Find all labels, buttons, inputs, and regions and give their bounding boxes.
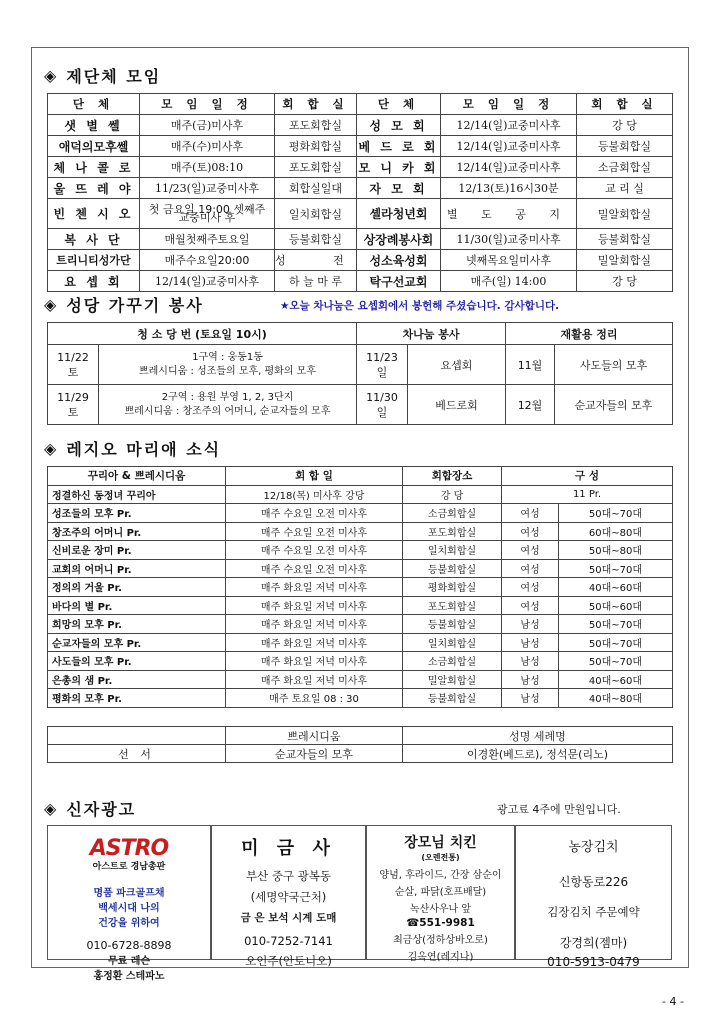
decor-title-text: 성당 가꾸기 봉사 — [66, 296, 204, 315]
groups-section-title — [44, 64, 161, 87]
group-name: 성 모 회 — [357, 115, 441, 136]
legio-title-text: 레지오 마리애 소식 — [66, 440, 222, 459]
cell-line: 토 — [67, 405, 79, 419]
group-schedule: 11/23(일)교중미사후 — [140, 178, 275, 199]
table-cell: 매주 화요일 저녁 미사후 — [226, 652, 403, 671]
decor-header-row — [48, 323, 673, 345]
group-schedule: 매월첫째주토요일 — [140, 229, 275, 250]
table-cell: 매주 화요일 저녁 미사후 — [226, 633, 403, 652]
ads-title-text: 신자광고 — [66, 800, 137, 819]
header-cell: 모 임 일 정 — [441, 94, 577, 115]
group-name: 트리니티성가단 — [48, 250, 140, 271]
group-room: 평화회합실 — [275, 136, 357, 157]
curia-composition: 11 Pr. — [502, 485, 673, 504]
group-schedule: 12/14(일)교중미사후 — [441, 136, 577, 157]
group-schedule: 매주(금)미사후 — [140, 115, 275, 136]
header-cell: 회합장소 — [403, 467, 502, 486]
cleaning-header: 청 소 당 번 (토요일 10시) — [48, 323, 357, 345]
cell-line: 쁘레시디움 : 창조주의 어머니, 순교자들의 모후 — [124, 405, 331, 417]
migeumsa-name: 미 금 사 — [241, 838, 336, 859]
table-cell: 남성 — [502, 615, 559, 634]
kimchi-owner: 강경희(젬마) — [559, 936, 628, 950]
migeumsa-owner: 오인주(안토니오) — [245, 954, 332, 968]
header-cell: 모 임 일 정 — [140, 94, 275, 115]
table-cell: 등불회합실 — [403, 559, 502, 578]
table-cell: 등불회합실 — [403, 689, 502, 708]
decor-notice: ★오늘 차나눔은 요셉회에서 봉헌해 주셨습니다. 감사합니다. — [280, 300, 560, 312]
table-row — [48, 136, 673, 157]
group-schedule: 매주(일) 14:00 — [441, 271, 577, 292]
clean-date — [48, 385, 99, 425]
table-cell: 50대~70대 — [559, 559, 673, 578]
table-row — [48, 157, 673, 178]
chicken-line: 녹산사우나 앞 — [409, 904, 472, 915]
table-cell: 정의의 거울 Pr. — [48, 578, 226, 597]
ad-kimchi — [515, 825, 672, 969]
astro-line: 건강을 위하여 — [98, 918, 160, 929]
group-name: 상장례봉사회 — [357, 229, 441, 250]
group-name: 샛 별 쎌 — [48, 115, 140, 136]
clean-assignment — [99, 345, 357, 385]
tea-header: 차나눔 봉사 — [357, 323, 506, 345]
header-cell: 회 합 실 — [275, 94, 357, 115]
groups-title-text: 제단체 모임 — [66, 67, 162, 86]
ad-chicken — [366, 825, 515, 963]
table-cell: 남성 — [502, 633, 559, 652]
table-row — [48, 115, 673, 136]
astro-owner: 홍정환 스테파노 — [93, 971, 165, 982]
table-cell: 희망의 모후 Pr. — [48, 615, 226, 634]
table-row — [48, 596, 673, 615]
group-room: 소금회합실 — [577, 157, 673, 178]
table-cell: 매주 토요일 08 : 30 — [226, 689, 403, 708]
group-name: 빈 첸 시 오 — [48, 199, 140, 229]
group-room: 회합실일대 — [275, 178, 357, 199]
cell-line: 일 — [376, 365, 388, 379]
oath-header-row — [48, 727, 673, 745]
header-cell: 회 합 실 — [577, 94, 673, 115]
group-room: 밀알회합실 — [577, 199, 673, 229]
tea-date — [357, 345, 408, 385]
table-cell: 성조들의 모후 Pr. — [48, 504, 226, 523]
table-cell: 40대~60대 — [559, 670, 673, 689]
cell-line: 11/23 — [366, 350, 398, 364]
table-cell: 여성 — [502, 596, 559, 615]
recycle-group: 순교자들의 모후 — [555, 385, 673, 425]
migeumsa-line: (세명약국근처) — [250, 890, 327, 904]
legio-section-title — [44, 437, 221, 460]
groups-table — [47, 93, 673, 292]
table-cell: 포도회합실 — [403, 522, 502, 541]
group-room: 하 늘 마 루 — [275, 271, 357, 292]
group-room: 포도회합실 — [275, 115, 357, 136]
oath-presidium: 순교자들의 모후 — [226, 745, 403, 763]
table-cell: 여성 — [502, 504, 559, 523]
group-schedule: 별 도 공 지 — [441, 199, 577, 229]
table-cell: 밀알회합실 — [403, 670, 502, 689]
group-name: 베 드 로 회 — [357, 136, 441, 157]
chicken-name: 장모님 치킨 — [404, 835, 477, 851]
table-cell: 50대~60대 — [559, 596, 673, 615]
decor-section-title — [44, 293, 204, 316]
tea-group: 베드로회 — [408, 385, 506, 425]
group-schedule: 12/14(일)교중미사후 — [441, 157, 577, 178]
tea-group: 요셉회 — [408, 345, 506, 385]
group-name: 체 나 콜 로 — [48, 157, 140, 178]
group-name: 자 모 회 — [357, 178, 441, 199]
oath-names: 이경환(베드로), 정석문(리노) — [403, 745, 673, 763]
table-cell: 여성 — [502, 541, 559, 560]
group-name: 애덕의모후쎌 — [48, 136, 140, 157]
group-schedule: 매주(수)미사후 — [140, 136, 275, 157]
table-cell: 여성 — [502, 559, 559, 578]
curia-name: 정결하신 동정녀 꾸리아 — [48, 485, 226, 504]
migeumsa-line: 부산 중구 광복동 — [245, 869, 332, 883]
group-schedule: 첫 금요일 19:00 셋째주 교중미사 후 — [140, 199, 275, 229]
curia-day: 12/18(목) 미사후 강당 — [226, 485, 403, 504]
recycle-header: 재활용 정리 — [506, 323, 673, 345]
oath-table — [47, 726, 673, 763]
astro-logo: ASTRO — [89, 836, 169, 861]
curia-row — [48, 485, 673, 504]
table-cell: 50대~70대 — [559, 504, 673, 523]
group-name: 탁구선교회 — [357, 271, 441, 292]
group-room: 등불회합실 — [577, 136, 673, 157]
table-cell: 50대~70대 — [559, 615, 673, 634]
group-name: 모 니 카 회 — [357, 157, 441, 178]
ad-migeumsa — [211, 825, 366, 968]
clean-date — [48, 345, 99, 385]
table-row — [48, 578, 673, 597]
table-cell: 60대~80대 — [559, 522, 673, 541]
table-cell: 매주 수요일 오전 미사후 — [226, 559, 403, 578]
diamond-icon: ◈ — [44, 439, 59, 458]
group-name: 복 사 단 — [48, 229, 140, 250]
cell-line: 일 — [376, 405, 388, 419]
table-row — [48, 199, 673, 229]
table-row — [48, 504, 673, 523]
ads-row — [47, 825, 672, 982]
chicken-phone: ☎551-9981 — [406, 917, 475, 929]
table-cell: 매주 화요일 저녁 미사후 — [226, 596, 403, 615]
group-schedule: 12/14(일)교중미사후 — [140, 271, 275, 292]
table-cell: 40대~80대 — [559, 689, 673, 708]
groups-header-row — [48, 94, 673, 115]
header-cell: 구 성 — [502, 467, 673, 486]
curia-place: 강 당 — [403, 485, 502, 504]
oath-row — [48, 745, 673, 763]
table-cell: 신비로운 장미 Pr. — [48, 541, 226, 560]
legio-table — [47, 466, 673, 708]
table-row — [48, 633, 673, 652]
table-cell: 사도들의 모후 Pr. — [48, 652, 226, 671]
group-room: 강 당 — [577, 115, 673, 136]
oath-blank-cell — [48, 727, 226, 745]
group-room: 일치회합실 — [275, 199, 357, 229]
table-row — [48, 615, 673, 634]
cell-line: 11/29 — [57, 390, 89, 404]
group-schedule: 매주(토)08:10 — [140, 157, 275, 178]
recycle-month: 11월 — [506, 345, 555, 385]
group-room: 성 전 — [275, 250, 357, 271]
group-schedule: 12/13(토)16시30분 — [441, 178, 577, 199]
group-schedule: 11/30(일)교중미사후 — [441, 229, 577, 250]
table-cell: 평화의 모후 Pr. — [48, 689, 226, 708]
chicken-line: 최금상(정하상바오로) — [393, 935, 488, 946]
table-row — [48, 385, 673, 425]
group-room: 등불회합실 — [577, 229, 673, 250]
ad-astro — [47, 825, 211, 982]
group-schedule: 12/14(일)교중미사후 — [441, 115, 577, 136]
table-cell: 소금회합실 — [403, 652, 502, 671]
table-row — [48, 559, 673, 578]
table-cell: 50대~70대 — [559, 652, 673, 671]
table-cell: 매주 수요일 오전 미사후 — [226, 522, 403, 541]
astro-line: 명품 파크골프채 — [93, 888, 165, 899]
table-cell: 여성 — [502, 522, 559, 541]
table-cell: 평화회합실 — [403, 578, 502, 597]
recycle-month: 12월 — [506, 385, 555, 425]
diamond-icon: ◈ — [44, 295, 59, 314]
cell-line: 11/22 — [57, 350, 89, 364]
chicken-line: 양념, 후라이드, 간장 삼순이 — [379, 870, 502, 881]
table-cell: 매주 화요일 저녁 미사후 — [226, 615, 403, 634]
cell-line: 11/30 — [366, 390, 398, 404]
table-row — [48, 652, 673, 671]
table-row — [48, 178, 673, 199]
table-cell: 교회의 어머니 Pr. — [48, 559, 226, 578]
group-room: 강 당 — [577, 271, 673, 292]
table-cell: 50대~70대 — [559, 633, 673, 652]
tea-date — [357, 385, 408, 425]
table-cell: 일치회합실 — [403, 633, 502, 652]
table-cell: 매주 화요일 저녁 미사후 — [226, 578, 403, 597]
table-row — [48, 271, 673, 292]
table-cell: 창조주의 어머니 Pr. — [48, 522, 226, 541]
cell-line: 1구역 : 웅동1동 — [192, 351, 263, 363]
table-cell: 순교자들의 모후 Pr. — [48, 633, 226, 652]
decor-table — [47, 322, 673, 425]
table-row — [48, 541, 673, 560]
group-name: 요 셉 회 — [48, 271, 140, 292]
table-cell: 일치회합실 — [403, 541, 502, 560]
ads-section-title — [44, 797, 136, 820]
astro-line: 백세시대 나의 — [98, 903, 160, 914]
table-cell: 등불회합실 — [403, 615, 502, 634]
table-cell: 소금회합실 — [403, 504, 502, 523]
cell-line: 토 — [67, 365, 79, 379]
group-name: 셸라청년회 — [357, 199, 441, 229]
header-cell: 회 합 일 — [226, 467, 403, 486]
chicken-owner: 김옥연(레지나) — [407, 952, 474, 963]
diamond-icon: ◈ — [44, 66, 59, 85]
migeumsa-phone: 010-7252-7141 — [244, 934, 333, 948]
table-cell: 남성 — [502, 652, 559, 671]
table-cell: 40대~60대 — [559, 578, 673, 597]
migeumsa-line: 금 은 보석 시계 도매 — [240, 912, 337, 924]
group-room: 등불회합실 — [275, 229, 357, 250]
table-cell: 매주 수요일 오전 미사후 — [226, 541, 403, 560]
ads-fee-note: 광고료 4주에 만원입니다. — [497, 803, 621, 816]
table-row — [48, 250, 673, 271]
group-room: 밀알회합실 — [577, 250, 673, 271]
cell-line: 쁘레시디움 : 성조들의 모후, 평화의 모후 — [138, 365, 316, 377]
table-row — [48, 689, 673, 708]
table-cell: 남성 — [502, 689, 559, 708]
diamond-icon: ◈ — [44, 799, 59, 818]
table-row — [48, 670, 673, 689]
page-number: - 4 - — [662, 995, 684, 1008]
oath-label: 선 서 — [48, 745, 226, 763]
table-cell: 매주 수요일 오전 미사후 — [226, 504, 403, 523]
kimchi-phone: 010-5913-0479 — [547, 955, 640, 969]
clean-assignment — [99, 385, 357, 425]
recycle-group: 사도들의 모후 — [555, 345, 673, 385]
table-cell: 50대~80대 — [559, 541, 673, 560]
table-cell: 남성 — [502, 670, 559, 689]
table-cell: 바다의 별 Pr. — [48, 596, 226, 615]
group-name: 울 뜨 레 야 — [48, 178, 140, 199]
header-cell: 단 체 — [48, 94, 140, 115]
group-room: 포도회합실 — [275, 157, 357, 178]
table-cell: 포도회합실 — [403, 596, 502, 615]
chicken-subtitle: (오렌전통) — [421, 853, 460, 862]
group-room: 교 리 실 — [577, 178, 673, 199]
table-row — [48, 229, 673, 250]
group-schedule: 넷째목요일미사후 — [441, 250, 577, 271]
header-cell: 단 체 — [357, 94, 441, 115]
header-cell: 꾸리아 & 쁘레시디움 — [48, 467, 226, 486]
legio-header-row — [48, 467, 673, 486]
cell-line: 2구역 : 용원 부영 1, 2, 3단지 — [161, 391, 294, 403]
table-row — [48, 522, 673, 541]
group-name: 성소육성회 — [357, 250, 441, 271]
astro-line: 무료 레슨 — [107, 956, 151, 967]
table-cell: 은총의 샘 Pr. — [48, 670, 226, 689]
kimchi-line: 김장김치 주문예약 — [547, 905, 640, 919]
chicken-line: 순살, 파닭(호프배달) — [394, 887, 487, 898]
table-cell: 여성 — [502, 578, 559, 597]
group-schedule: 매주수요일20:00 — [140, 250, 275, 271]
astro-phone: 010-6728-8898 — [86, 939, 172, 952]
kimchi-name: 농장김치 — [568, 840, 619, 855]
kimchi-line: 신항동로226 — [558, 875, 629, 889]
oath-header-presidium: 쁘레시디움 — [226, 727, 403, 745]
oath-header-names: 성명 세례명 — [403, 727, 673, 745]
table-cell: 매주 화요일 저녁 미사후 — [226, 670, 403, 689]
astro-subtitle: 아스트로 경남총판 — [92, 862, 166, 872]
table-row — [48, 345, 673, 385]
